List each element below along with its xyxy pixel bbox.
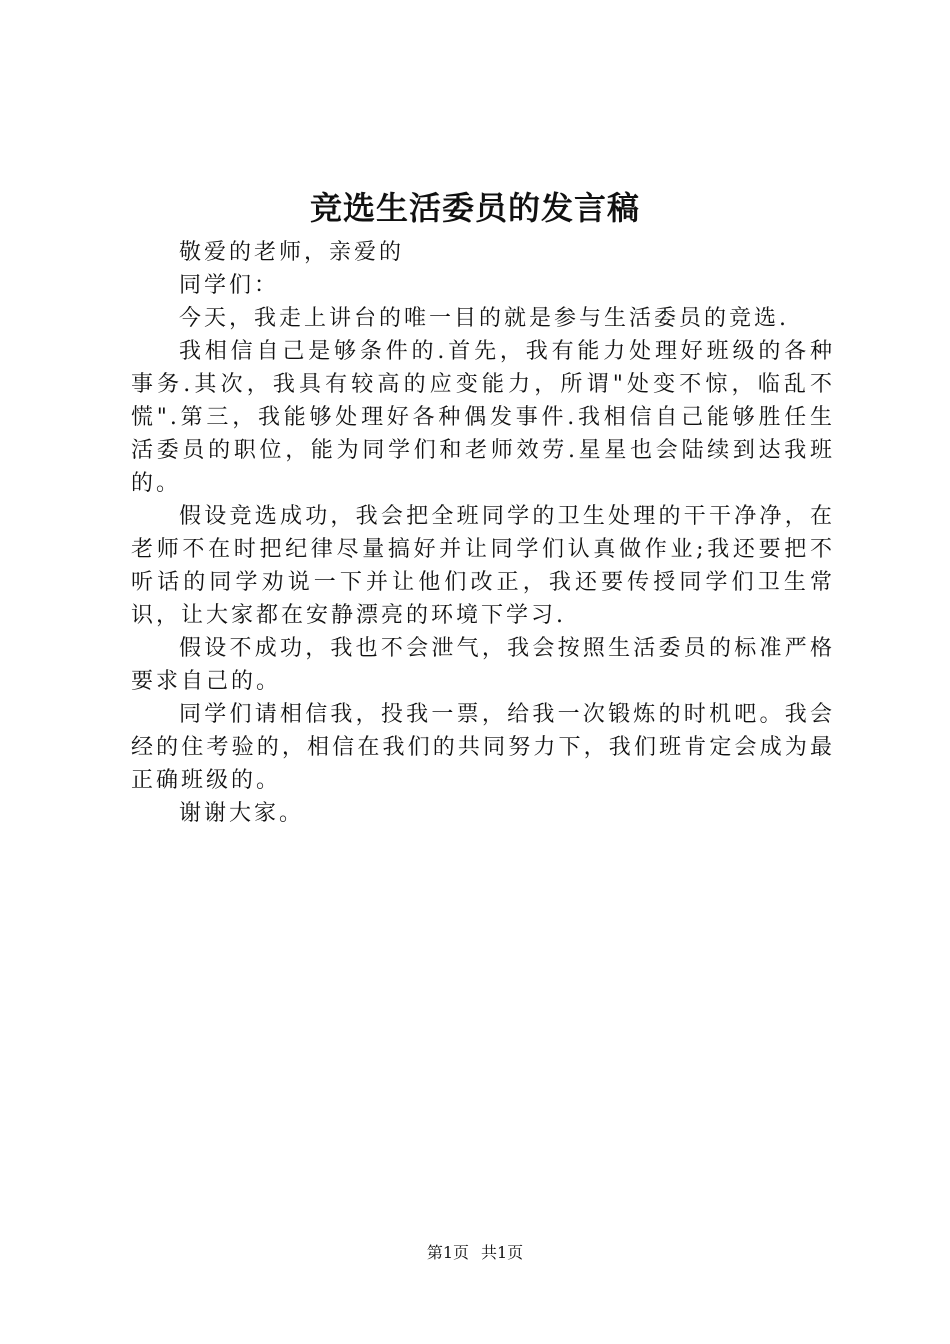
- paragraph-qualifications: 我相信自己是够条件的.首先，我有能力处理好班级的各种事务.其次，我具有较高的应变能力，所谓"处变不惊，临乱不慌".第三，我能够处理好各种偶发事件.我相信自己能够胜任生活委员的职位，能为同学们和老师效劳.星星也会陆续到达我班的。: [131, 339, 835, 496]
- paragraph-salutation-cont: 同学们：: [179, 273, 280, 298]
- page-number-total: 共1页: [481, 1243, 524, 1262]
- document-body: [131, 236, 835, 830]
- page-number-current: 第1页: [426, 1243, 469, 1262]
- paragraph-salutation: 敬爱的老师，亲爱的: [179, 240, 405, 265]
- paragraph-if-elected: 假设竞选成功，我会把全班同学的卫生处理的干干净净，在老师不在时把纪律尽量搞好并让同学们认真做作业;我还要把不听话的同学劝说一下并让他们改正，我还要传授同学们卫生常识，让大家都在安静漂亮的环境下学习.: [131, 504, 835, 628]
- page-footer: [0, 1242, 950, 1264]
- document-title: 竞选生活委员的发言稿: [309, 189, 640, 227]
- paragraph-closing: 谢谢大家。: [179, 801, 305, 826]
- paragraph-appeal: 同学们请相信我，投我一票，给我一次锻炼的时机吧。我会经的住考验的，相信在我们的共同努力下，我们班肯定会成为最正确班级的。: [131, 702, 835, 793]
- paragraph-intro: 今天，我走上讲台的唯一目的就是参与生活委员的竞选.: [179, 306, 789, 331]
- paragraph-if-not-elected: 假设不成功，我也不会泄气，我会按照生活委员的标准严格要求自己的。: [131, 636, 835, 694]
